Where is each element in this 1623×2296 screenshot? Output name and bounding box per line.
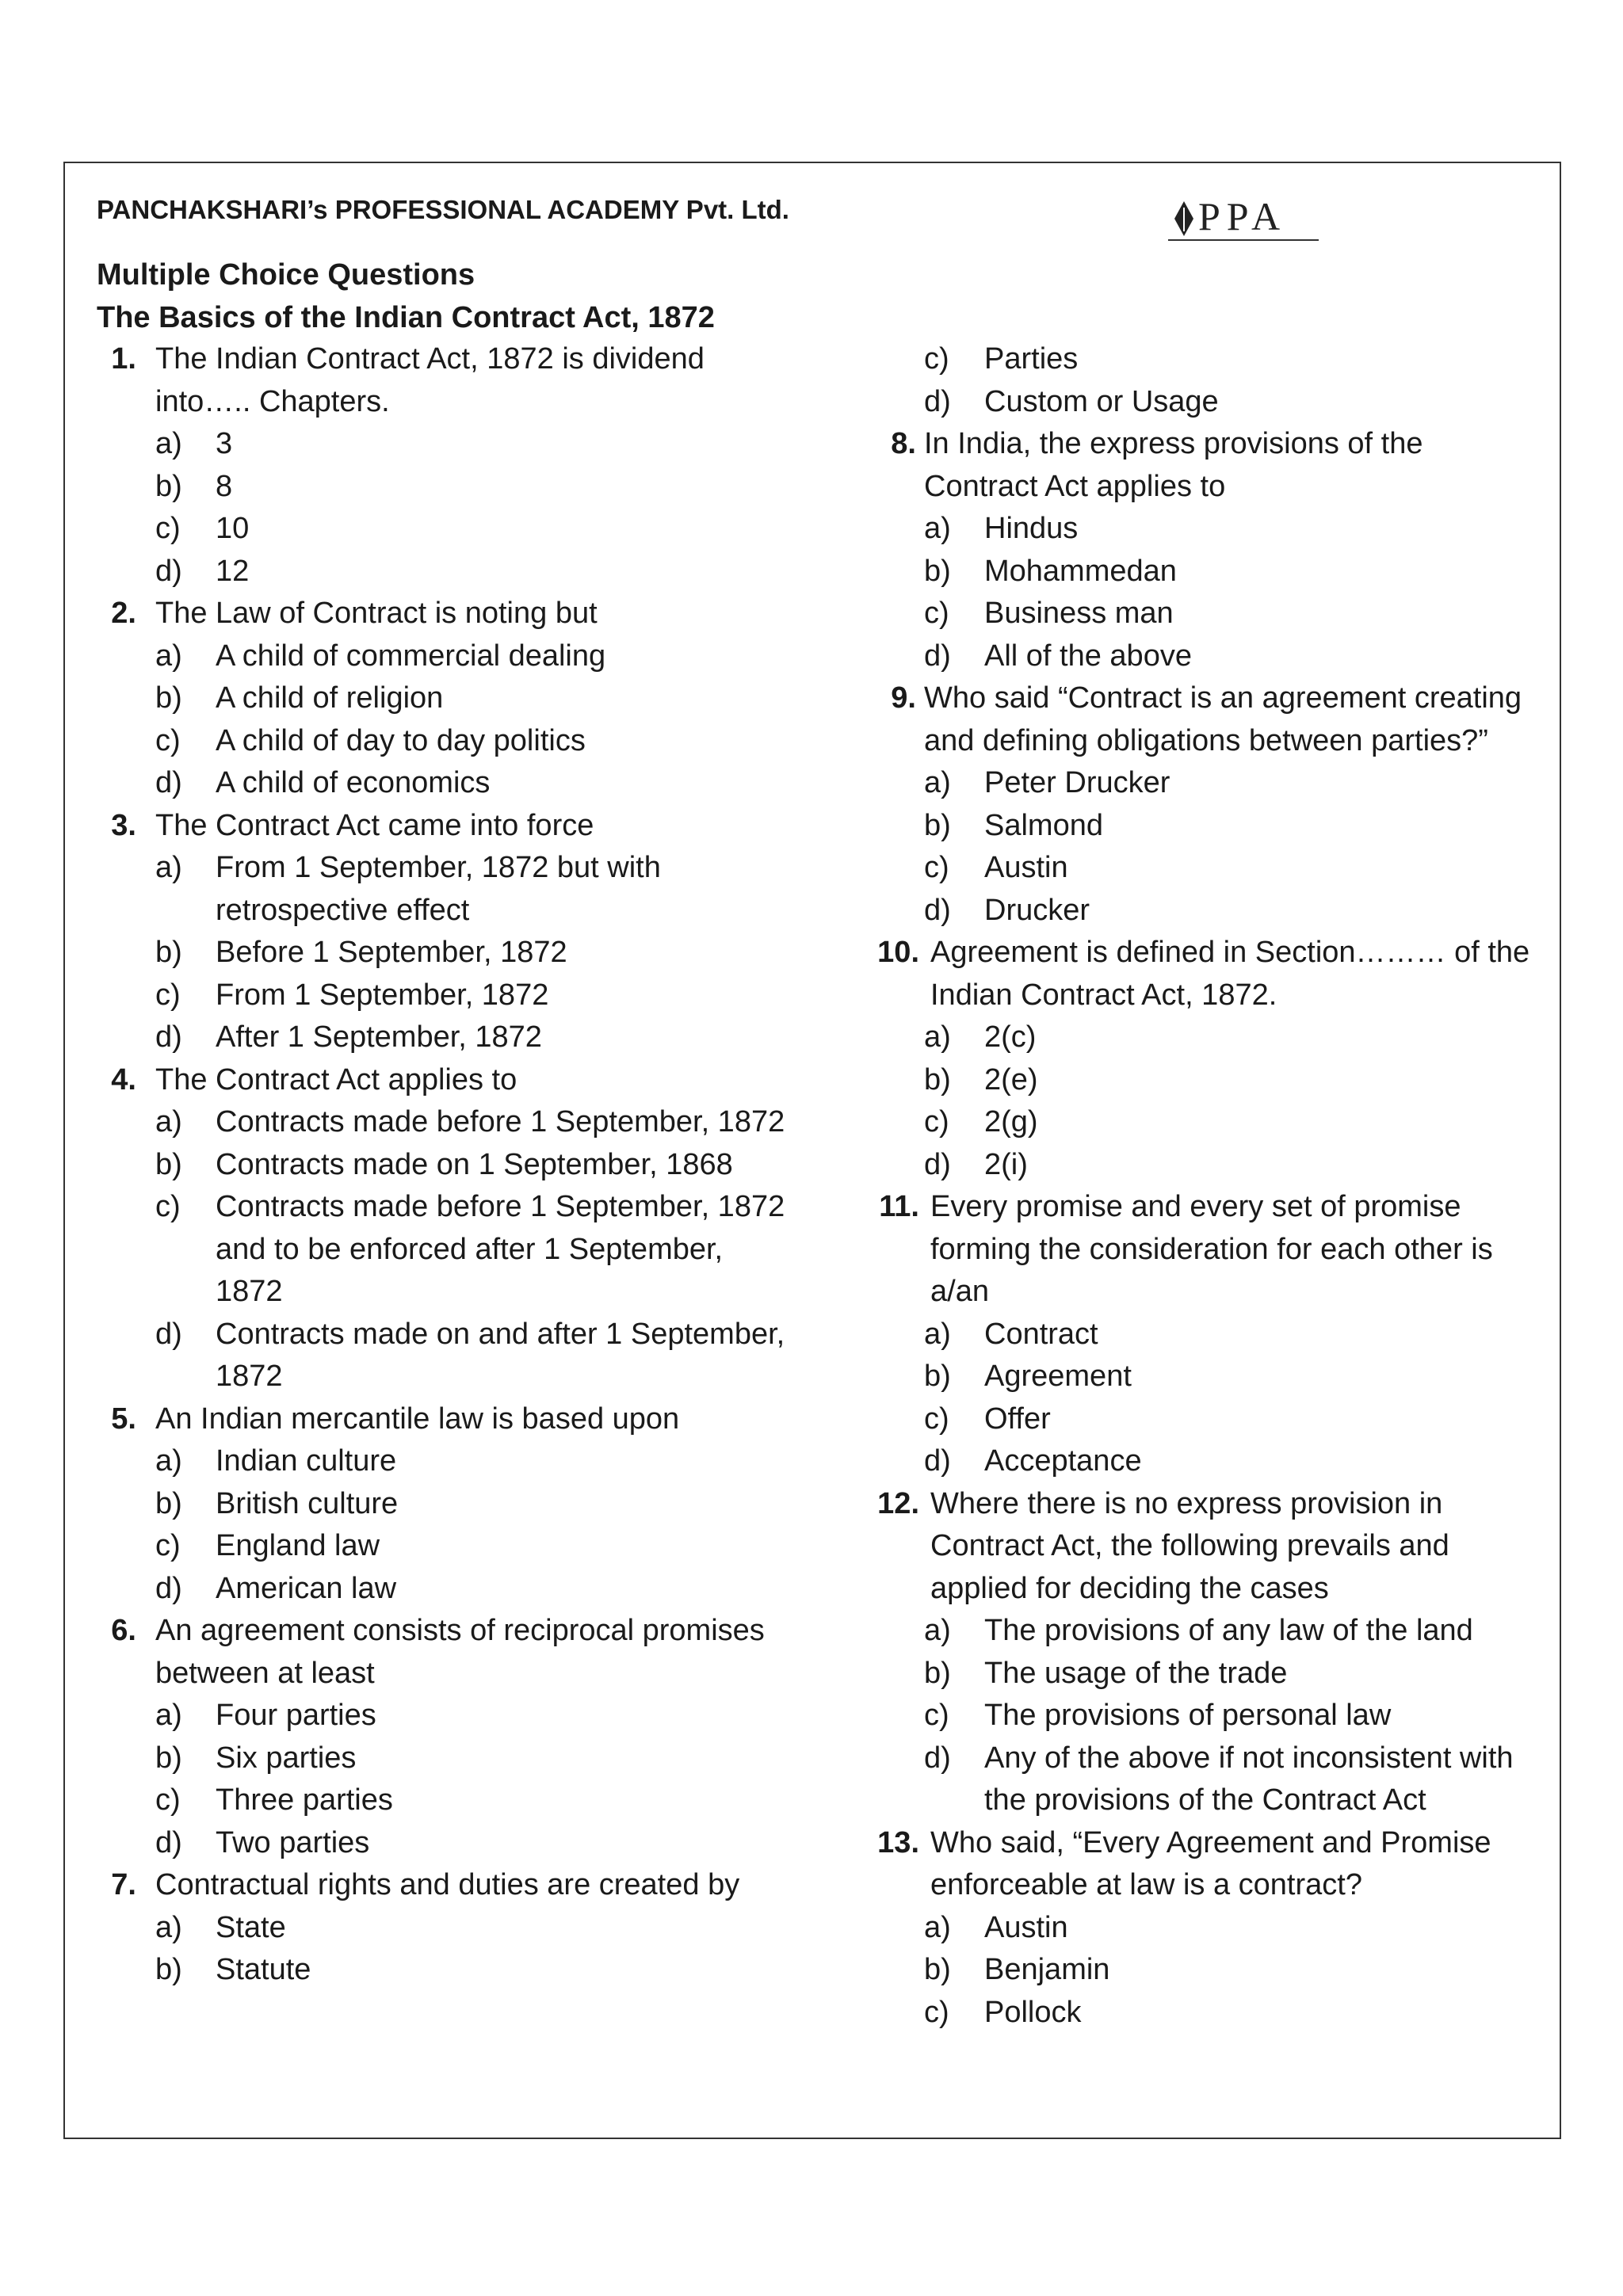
- option-text: 2(c): [984, 1020, 1037, 1054]
- answer-option: [97, 1695, 794, 1737]
- question-number: 6.: [111, 1614, 136, 1647]
- answer-option: [870, 1144, 1544, 1187]
- option-label: c): [924, 1995, 949, 2029]
- option-label: a): [924, 1020, 951, 1054]
- option-text: A child of commercial dealing: [216, 639, 606, 673]
- option-label: b): [924, 1656, 951, 1690]
- question-text: The Indian Contract Act, 1872 is dividend into….. Chapters.: [155, 342, 705, 418]
- option-label: d): [924, 1147, 951, 1181]
- answer-option: [97, 677, 794, 720]
- question: [97, 1864, 794, 1907]
- page-title: Multiple Choice Questions: [97, 258, 475, 292]
- option-label: a): [155, 851, 182, 884]
- option-text: Before 1 September, 1872: [216, 936, 567, 969]
- option-text: A child of economics: [216, 766, 491, 799]
- answer-option: [97, 423, 794, 466]
- answer-option: [97, 551, 794, 593]
- question-block: [870, 338, 1544, 423]
- question-number: 2.: [111, 597, 136, 630]
- option-text: Pollock: [984, 1995, 1082, 2029]
- answer-option: [870, 1398, 1544, 1441]
- answer-option: [97, 1779, 794, 1822]
- question: [97, 338, 794, 423]
- option-text: Acceptance: [984, 1444, 1142, 1478]
- question-block: [97, 1610, 794, 1864]
- option-label: b): [155, 469, 182, 503]
- answer-option: [870, 1992, 1544, 2035]
- answer-option: [97, 1144, 794, 1187]
- question-text: Every promise and every set of promise forming the consideration for each other is a/an: [930, 1190, 1493, 1308]
- option-text: Drucker: [984, 893, 1090, 927]
- page-subtitle: The Basics of the Indian Contract Act, 1872: [97, 301, 715, 334]
- right-column: [870, 338, 1544, 2034]
- answer-option: [97, 1949, 794, 1992]
- option-label: c): [155, 1190, 181, 1223]
- question-block: [870, 1822, 1544, 2035]
- option-label: a): [155, 1444, 182, 1478]
- option-label: b): [155, 1147, 182, 1181]
- option-label: c): [924, 1699, 949, 1732]
- option-text: Contracts made before 1 September, 1872 and to be enforced after 1 September, 1872: [216, 1190, 785, 1308]
- question-text: Contractual rights and duties are created by: [155, 1868, 740, 1901]
- question-number: 11.: [879, 1190, 919, 1223]
- answer-option: [870, 847, 1544, 890]
- question-number: 12.: [877, 1486, 919, 1520]
- question-text: Where there is no express provision in Contract Act, the following prevails and applied for deciding the cases: [930, 1486, 1449, 1605]
- answer-option: [870, 381, 1544, 424]
- answer-option: [870, 1695, 1544, 1737]
- option-label: c): [924, 342, 949, 376]
- answer-option: [97, 1568, 794, 1611]
- option-text: 8: [216, 469, 233, 503]
- option-label: a): [155, 1105, 182, 1138]
- option-text: Mohammedan: [984, 554, 1177, 588]
- answer-option: [870, 1949, 1544, 1992]
- answer-option: [870, 1610, 1544, 1653]
- question: [870, 1822, 1544, 1907]
- answer-option: [870, 1101, 1544, 1144]
- answer-option: [870, 1059, 1544, 1102]
- option-text: 3: [216, 427, 233, 460]
- question-block: [97, 1864, 794, 1992]
- option-label: a): [924, 1614, 951, 1647]
- question-text: In India, the express provisions of the Contract Act applies to: [924, 427, 1423, 503]
- option-text: Contract: [984, 1317, 1098, 1351]
- answer-option: [870, 1314, 1544, 1356]
- question-number: 1.: [111, 342, 136, 376]
- option-text: Parties: [984, 342, 1079, 376]
- question-text: An agreement consists of reciprocal promises between at least: [155, 1614, 765, 1690]
- option-text: Hindus: [984, 512, 1079, 545]
- answer-option: [870, 1356, 1544, 1398]
- question-number: 4.: [111, 1062, 136, 1097]
- question: [97, 593, 794, 635]
- question: [97, 805, 794, 848]
- answer-option: [97, 1186, 794, 1314]
- answer-option: [870, 805, 1544, 848]
- answer-option: [97, 720, 794, 763]
- option-label: d): [924, 1741, 951, 1775]
- question-text: Who said, “Every Agreement and Promise enforceable at law is a contract?: [930, 1825, 1491, 1901]
- question: [97, 1059, 794, 1102]
- option-label: b): [924, 1360, 951, 1393]
- question-text: The Contract Act applies to: [155, 1062, 517, 1097]
- logo-underline: [1168, 239, 1319, 241]
- option-text: A child of religion: [216, 681, 444, 715]
- option-text: The usage of the trade: [984, 1656, 1288, 1690]
- question-number: 7.: [111, 1868, 136, 1901]
- option-label: b): [924, 1062, 951, 1097]
- option-text: Austin: [984, 1910, 1068, 1944]
- answer-option: [97, 1016, 794, 1059]
- option-label: d): [155, 1825, 182, 1859]
- question-block: [870, 932, 1544, 1186]
- option-label: b): [924, 554, 951, 588]
- left-column: [97, 338, 794, 1992]
- question-number: 9.: [891, 681, 916, 715]
- option-text: Custom or Usage: [984, 384, 1219, 418]
- question: [870, 423, 1544, 508]
- question: [870, 932, 1544, 1016]
- option-text: 2(g): [984, 1105, 1038, 1138]
- option-label: d): [155, 1020, 182, 1054]
- answer-option: [97, 1314, 794, 1398]
- answer-option: [97, 847, 794, 932]
- option-text: Benjamin: [984, 1953, 1110, 1986]
- option-text: The provisions of personal law: [984, 1699, 1392, 1732]
- option-text: American law: [216, 1571, 397, 1605]
- option-text: A child of day to day politics: [216, 723, 586, 757]
- question-text: The Law of Contract is noting but: [155, 597, 598, 630]
- academy-name: PANCHAKSHARI’s PROFESSIONAL ACADEMY Pvt. Ltd.: [97, 195, 789, 224]
- question-text: Who said “Contract is an agreement creating and defining obligations between parties?”: [924, 681, 1522, 757]
- answer-option: [97, 762, 794, 805]
- answer-option: [870, 593, 1544, 635]
- question-number: 13.: [877, 1825, 919, 1859]
- option-label: b): [155, 681, 182, 715]
- question-block: [97, 1059, 794, 1398]
- option-label: a): [924, 1317, 951, 1351]
- question-number: 5.: [111, 1402, 136, 1436]
- option-label: b): [924, 1953, 951, 1986]
- ppa-logo: [1168, 189, 1319, 244]
- option-label: d): [924, 893, 951, 927]
- answer-option: [870, 890, 1544, 933]
- option-text: Four parties: [216, 1699, 376, 1732]
- option-text: Two parties: [216, 1825, 370, 1859]
- option-label: a): [155, 1699, 182, 1732]
- option-label: a): [924, 1910, 951, 1944]
- answer-option: [870, 1440, 1544, 1483]
- option-text: Six parties: [216, 1741, 357, 1775]
- answer-option: [97, 1483, 794, 1526]
- option-label: c): [155, 1783, 181, 1817]
- question-block: [97, 805, 794, 1059]
- logo-text: PPA: [1198, 194, 1287, 238]
- question-number: 10.: [877, 936, 919, 969]
- option-label: b): [155, 1741, 182, 1775]
- option-text: Contracts made before 1 September, 1872: [216, 1105, 785, 1138]
- option-text: England law: [216, 1529, 380, 1562]
- question-text: An Indian mercantile law is based upon: [155, 1402, 680, 1436]
- option-label: c): [155, 978, 181, 1012]
- answer-option: [97, 974, 794, 1017]
- option-label: d): [155, 1317, 182, 1351]
- question-number: 3.: [111, 808, 136, 842]
- answer-option: [97, 1101, 794, 1144]
- option-text: The provisions of any law of the land: [984, 1614, 1473, 1647]
- option-text: 12: [216, 554, 250, 588]
- question-number: 8.: [891, 427, 916, 460]
- option-text: Statute: [216, 1953, 311, 1986]
- option-text: After 1 September, 1872: [216, 1020, 542, 1054]
- option-text: State: [216, 1910, 286, 1944]
- option-label: a): [924, 512, 951, 545]
- question-block: [97, 1398, 794, 1611]
- answer-option: [97, 1907, 794, 1950]
- option-text: Any of the above if not inconsistent with the provisions of the Contract Act: [984, 1741, 1514, 1817]
- option-label: c): [155, 723, 181, 757]
- answer-option: [870, 338, 1544, 381]
- option-text: Salmond: [984, 808, 1103, 842]
- answer-option: [870, 1737, 1544, 1822]
- question-block: [870, 423, 1544, 677]
- question-block: [870, 1483, 1544, 1822]
- answer-option: [97, 932, 794, 974]
- pen-nib-icon: [1173, 201, 1195, 236]
- option-text: Indian culture: [216, 1444, 397, 1478]
- option-text: 2(e): [984, 1062, 1038, 1097]
- question: [870, 1186, 1544, 1314]
- option-label: d): [155, 766, 182, 799]
- answer-option: [97, 1440, 794, 1483]
- option-text: Agreement: [984, 1360, 1132, 1393]
- option-text: All of the above: [984, 639, 1192, 673]
- option-text: 10: [216, 512, 250, 545]
- option-label: a): [155, 639, 182, 673]
- question-block: [97, 338, 794, 593]
- answer-option: [97, 508, 794, 551]
- option-label: b): [155, 1486, 182, 1520]
- answer-option: [870, 762, 1544, 805]
- answer-option: [870, 1907, 1544, 1950]
- question-block: [870, 1186, 1544, 1483]
- option-label: b): [155, 1953, 182, 1986]
- answer-option: [97, 1737, 794, 1780]
- answer-option: [870, 508, 1544, 551]
- question: [870, 677, 1544, 762]
- option-label: d): [924, 1444, 951, 1478]
- answer-option: [870, 551, 1544, 593]
- question: [870, 1483, 1544, 1611]
- option-label: c): [155, 1529, 181, 1562]
- option-label: c): [924, 597, 949, 630]
- answer-option: [97, 1822, 794, 1865]
- question-block: [870, 677, 1544, 932]
- option-text: 2(i): [984, 1147, 1028, 1181]
- option-text: Business man: [984, 597, 1174, 630]
- option-text: Three parties: [216, 1783, 393, 1817]
- option-label: a): [155, 427, 182, 460]
- option-label: c): [924, 1105, 949, 1138]
- option-text: From 1 September, 1872: [216, 978, 549, 1012]
- option-label: d): [924, 384, 951, 418]
- answer-option: [870, 1653, 1544, 1695]
- option-text: Contracts made on 1 September, 1868: [216, 1147, 733, 1181]
- option-label: c): [924, 1402, 949, 1436]
- answer-option: [97, 466, 794, 509]
- option-label: a): [155, 1910, 182, 1944]
- answer-option: [97, 1525, 794, 1568]
- option-text: Offer: [984, 1402, 1051, 1436]
- option-text: Austin: [984, 851, 1068, 884]
- option-label: b): [155, 936, 182, 969]
- question-text: Agreement is defined in Section……… of the Indian Contract Act, 1872.: [930, 936, 1530, 1012]
- option-label: a): [924, 766, 951, 799]
- option-label: c): [924, 851, 949, 884]
- option-label: d): [155, 1571, 182, 1605]
- answer-option: [870, 1016, 1544, 1059]
- answer-option: [97, 635, 794, 678]
- question-text: The Contract Act came into force: [155, 808, 594, 842]
- option-label: d): [924, 639, 951, 673]
- question-block: [97, 593, 794, 805]
- option-text: From 1 September, 1872 but with retrospective effect: [216, 851, 661, 927]
- option-text: British culture: [216, 1486, 399, 1520]
- option-text: Peter Drucker: [984, 766, 1170, 799]
- option-label: d): [155, 554, 182, 588]
- question: [97, 1610, 794, 1695]
- option-label: c): [155, 512, 181, 545]
- option-label: b): [924, 808, 951, 842]
- option-text: Contracts made on and after 1 September, 1872: [216, 1317, 785, 1393]
- question: [97, 1398, 794, 1441]
- answer-option: [870, 635, 1544, 678]
